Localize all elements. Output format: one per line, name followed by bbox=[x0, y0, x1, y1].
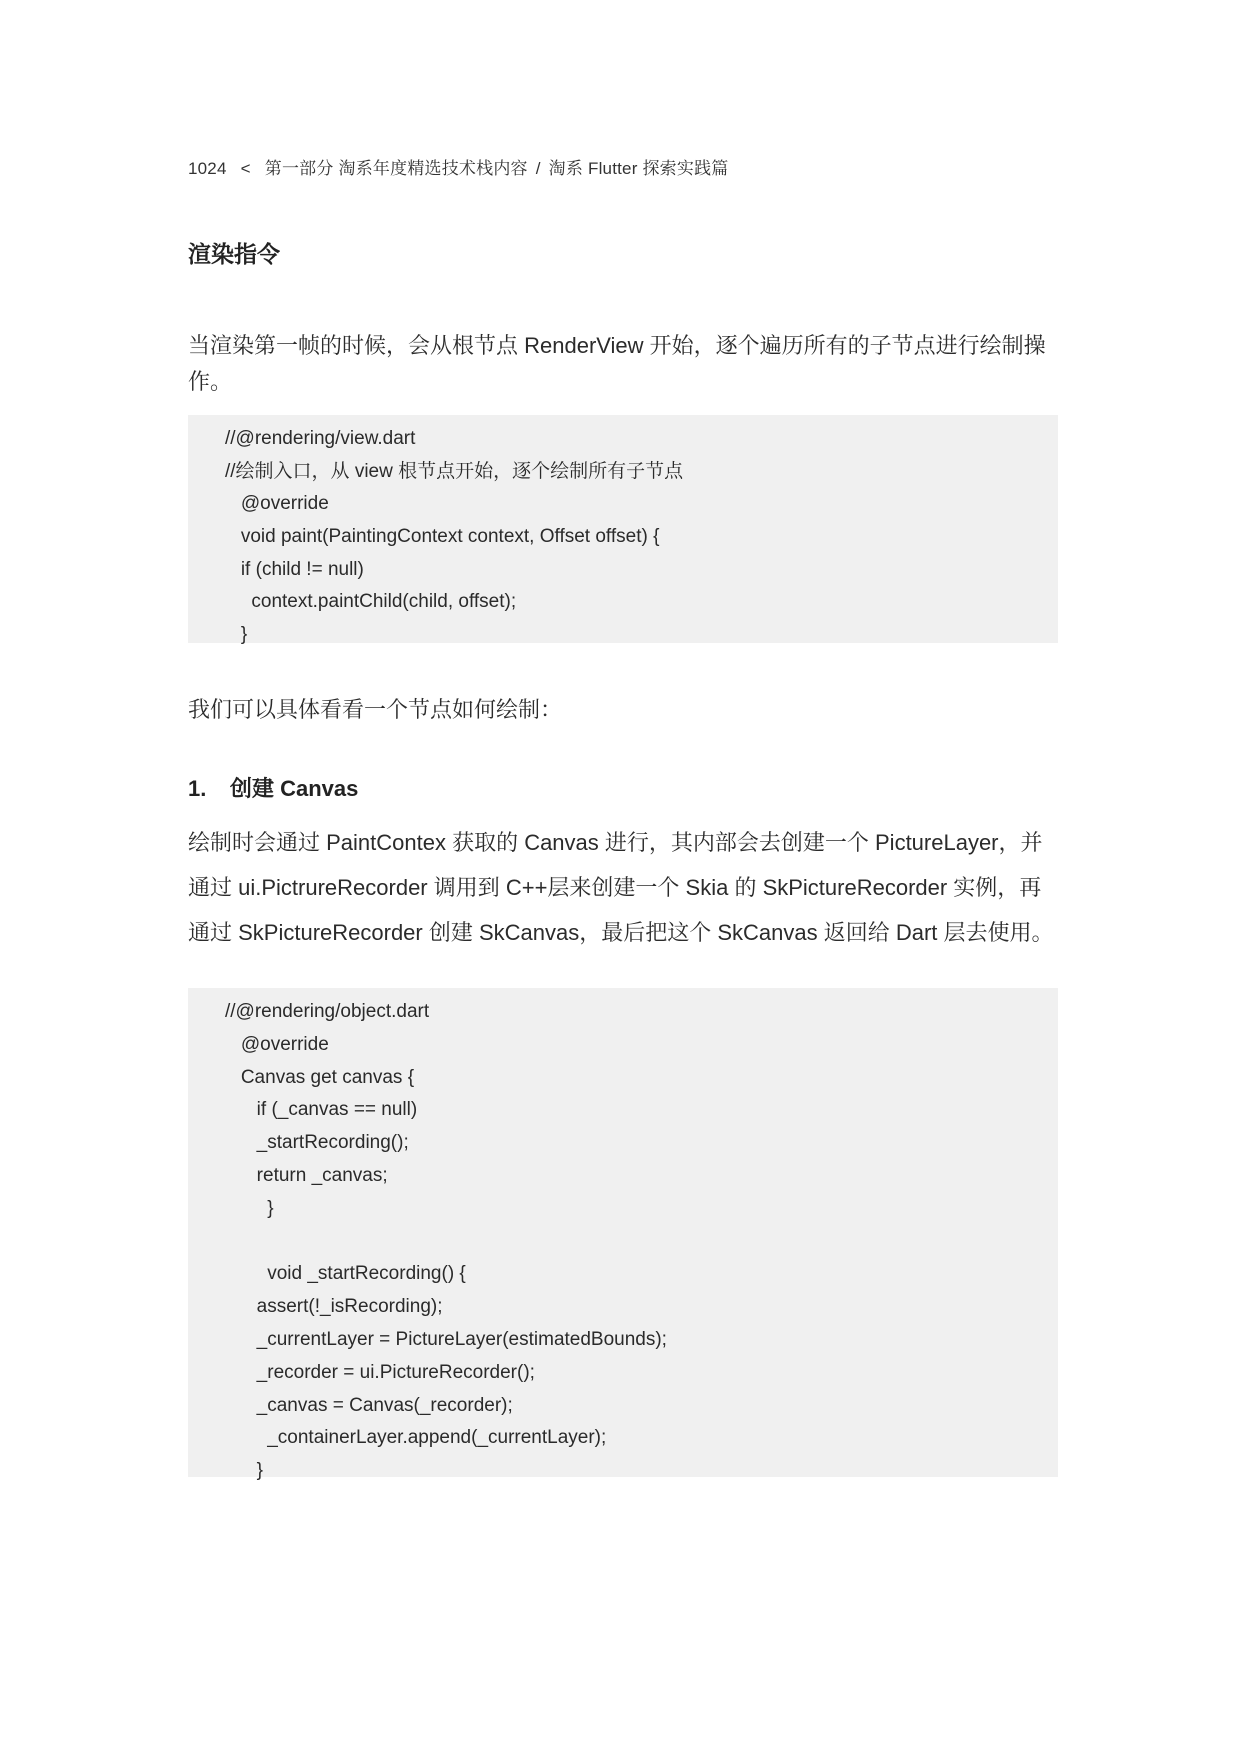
code-line: if (_canvas == null) bbox=[225, 1099, 418, 1121]
code-line: _recorder = ui.PictureRecorder(); bbox=[225, 1361, 535, 1383]
list-item-heading bbox=[188, 772, 358, 803]
code-line: } bbox=[225, 624, 248, 646]
code-line: _canvas = Canvas(_recorder); bbox=[225, 1394, 513, 1416]
code-line: _containerLayer.append(_currentLayer); bbox=[225, 1427, 607, 1449]
running-header bbox=[188, 154, 728, 179]
header-part: 第一部分 bbox=[264, 159, 334, 178]
code-line bbox=[225, 1226, 1058, 1259]
header-slash: / bbox=[535, 159, 541, 178]
section-title: 渲染指令 bbox=[188, 241, 280, 267]
code-line: //@rendering/view.dart bbox=[225, 428, 416, 449]
code-line: } bbox=[225, 1197, 274, 1219]
code-line: context.paintChild(child, offset); bbox=[225, 591, 517, 613]
code-line: void _startRecording() { bbox=[225, 1263, 466, 1285]
paragraph-canvas-description: 绘制时会通过 PaintContex 获取的 Canvas 进行，其内部会去创建一个 PictureLayer，并通过 ui.PictrureRecorder 调用到 C++层来创建一个 Skia 的 SkPictureRecorder 实例，再通过 SkPictureRecorder 创建 SkCanvas，最后把这个 SkCanvas 返回给 Dart 层去使用。 bbox=[188, 830, 1054, 945]
page-number: 1024 bbox=[188, 159, 227, 178]
code-line: _currentLayer = PictureLayer(estimatedBounds); bbox=[225, 1328, 667, 1350]
code-line: Canvas get canvas { bbox=[225, 1066, 415, 1088]
paragraph-node-drawing: 我们可以具体看看一个节点如何绘制： bbox=[188, 697, 563, 722]
code-block-view-dart bbox=[188, 415, 1058, 646]
code-line: @override bbox=[225, 1033, 329, 1055]
code-line: void paint(PaintingContext context, Offset offset) { bbox=[225, 526, 660, 548]
code-line: _startRecording(); bbox=[225, 1132, 409, 1154]
header-separator: < bbox=[240, 159, 251, 178]
code-line: assert(!_isRecording); bbox=[225, 1296, 443, 1318]
code-line: @override bbox=[225, 493, 329, 515]
intro-paragraph: 当渲染第一帧的时候，会从根节点 RenderView 开始，逐个遍历所有的子节点进行绘制操作。 bbox=[188, 333, 1046, 394]
code-line: //@rendering/object.dart bbox=[225, 1001, 430, 1022]
code-line: if (child != null) bbox=[225, 558, 364, 580]
code-block-object-dart bbox=[188, 988, 1058, 1482]
list-item-number: 1. bbox=[188, 776, 207, 801]
header-section: 淘系年度精选技术栈内容 bbox=[338, 159, 528, 178]
header-chapter: 淘系 Flutter 探索实践篇 bbox=[548, 159, 729, 178]
list-item-title: 创建 Canvas bbox=[230, 776, 359, 801]
code-line: //绘制入口，从 view 根节点开始，逐个绘制所有子节点 bbox=[225, 460, 684, 482]
code-line: } bbox=[225, 1460, 264, 1482]
code-line: return _canvas; bbox=[225, 1164, 388, 1186]
